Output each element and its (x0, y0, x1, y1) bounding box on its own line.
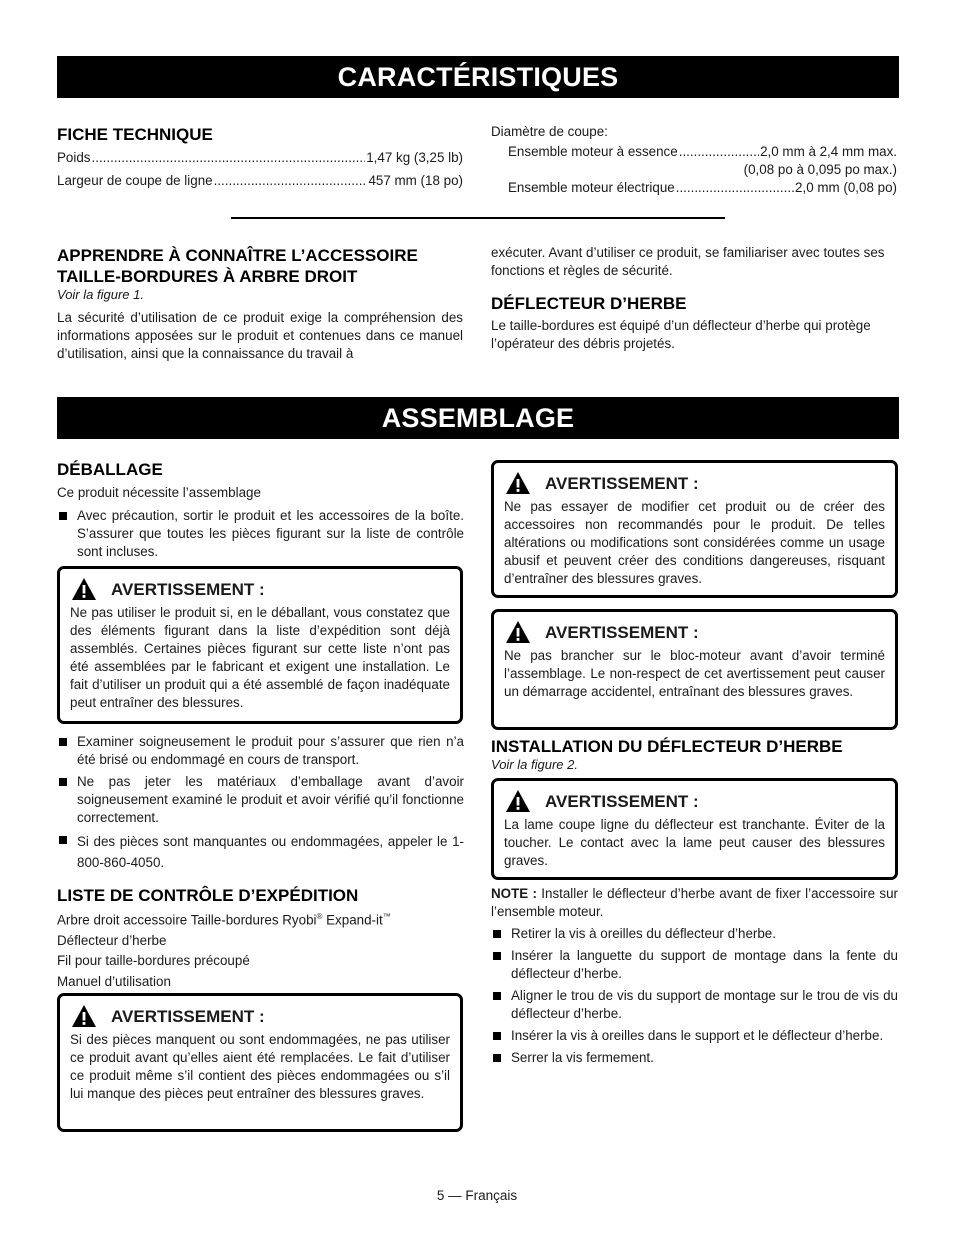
fiche-technique-title: FICHE TECHNIQUE (57, 125, 213, 144)
apprendre-title-line1: APPRENDRE À CONNAÎTRE L’ACCESSOIRE (57, 246, 418, 265)
liste-item: Fil pour taille-bordures précoupé (57, 953, 250, 969)
liste-title: LISTE DE CONTRÔLE D’EXPÉDITION (57, 886, 359, 905)
deballage-bullet-list (57, 507, 464, 561)
warning-box-brancher (491, 609, 898, 730)
deflecteur-text: Le taille-bordures est équipé d’un déflecteur d’herbe qui protège l’opérateur des débris projetés. (491, 318, 871, 351)
dot-leader (676, 179, 794, 197)
warning-header (504, 789, 885, 813)
list-item: Si des pièces sont manquantes ou endommagées, appeler le 1-800-860-4050. (57, 831, 464, 873)
warning-text: Ne pas brancher sur le bloc-moteur avant d’avoir terminé l’assemblage. Le non-respect de cet avertissement peut causer un démarrage accidentel, entraînant des blessures graves. (504, 648, 885, 699)
deballage-section (57, 459, 464, 565)
liste-item-suffix: Expand-it (322, 912, 383, 928)
deflecteur-title: DÉFLECTEUR D’HERBE (491, 294, 687, 313)
deballage-title: DÉBALLAGE (57, 460, 163, 479)
installation-steps (491, 885, 898, 1071)
spec-row-electrique (508, 179, 897, 197)
list-item: Examiner soigneusement le produit pour s’assurer que rien n’a été brisé ou endommagé en cours de transport. (57, 733, 464, 769)
warning-text: La lame coupe ligne du déflecteur est tranchante. Éviter de la toucher. Le contact avec la lame peut causer des blessures graves. (504, 817, 885, 868)
dot-leader (214, 169, 368, 192)
apprendre-text-continued: exécuter. Avant d’utiliser ce produit, se familiariser avec toutes ses fonctions et règles de sécurité. (491, 245, 885, 278)
warning-title: AVERTISSEMENT : (545, 791, 699, 811)
apprendre-title-line2: TAILLE-BORDURES À ARBRE DROIT (57, 267, 358, 286)
list-item: Ne pas jeter les matériaux d’emballage avant d’avoir soigneusement examiné le produit et avoir vérifié qu’il fonctionne correctement. (57, 773, 464, 827)
warning-title: AVERTISSEMENT : (111, 1006, 265, 1026)
warning-box-liste (57, 993, 463, 1132)
apprendre-section (57, 245, 463, 363)
warning-triangle-icon (505, 789, 531, 813)
spec-value: 2,0 mm (0,08 po) (795, 180, 897, 195)
warning-title: AVERTISSEMENT : (545, 622, 699, 642)
list-item: Aligner le trou de vis du support de montage sur le trou de vis du déflecteur d’herbe. (491, 987, 898, 1023)
deballage-bullet-list-2 (57, 733, 464, 873)
spec-label: Ensemble moteur électrique (508, 180, 675, 195)
note-text: Installer le déflecteur d’herbe avant de fixer l’accessoire sur l’ensemble moteur. (491, 886, 898, 919)
liste-item: Manuel d’utilisation (57, 973, 171, 989)
diametre-coupe (491, 123, 897, 197)
warning-header (70, 1004, 450, 1028)
spec-value: 2,0 mm à 2,4 mm max. (760, 144, 897, 159)
warning-header (504, 620, 885, 644)
list-item: Insérer la languette du support de montage dans la fente du déflecteur d’herbe. (491, 947, 898, 983)
deballage-intro: Ce produit nécessite l’assemblage (57, 485, 261, 500)
installation-step-list (491, 925, 898, 1067)
spec-value: 1,47 kg (3,25 lb) (366, 150, 463, 165)
warning-triangle-icon (505, 620, 531, 644)
warning-text: Ne pas utiliser le produit si, en le déballant, vous constatez que des éléments figurant dans la liste d’expédition sont déjà assemblés. Certaines pièces figurant sur cette liste n’ont pas été assemblées par le fabricant et exigent une installation. Le fait d’utiliser un produit qui a été assemblé de façon inadéquate peut entraîner des blessures. (70, 605, 450, 710)
list-item: Serrer la vis fermement. (491, 1049, 898, 1067)
page-footer: 5 — Français (436, 1188, 518, 1203)
diametre-label: Diamètre de coupe: (491, 124, 608, 139)
spec-row-largeur (57, 169, 463, 192)
apprendre-continued (491, 244, 897, 353)
warning-triangle-icon (71, 577, 97, 601)
warning-header (504, 471, 885, 495)
warning-header (70, 577, 450, 601)
spec-value: 457 mm (18 po) (368, 173, 463, 188)
spec-value-essence-imperial: (0,08 po à 0,095 po max.) (743, 162, 897, 177)
trademark-mark: ™ (382, 912, 391, 921)
spec-row-essence (508, 143, 897, 161)
liste-item (57, 907, 464, 931)
section-banner-assemblage: ASSEMBLAGE (57, 397, 899, 439)
installation-section (491, 736, 898, 773)
warning-box-modifier (491, 460, 898, 598)
warning-title: AVERTISSEMENT : (111, 579, 265, 599)
fiche-technique (57, 124, 463, 192)
warning-title: AVERTISSEMENT : (545, 473, 699, 493)
section-divider (231, 217, 725, 219)
list-item: Avec précaution, sortir le produit et les accessoires de la boîte. S’assurer que toutes les pièces figurant sur la liste de contrôle sont incluses. (57, 507, 464, 561)
spec-label: Largeur de coupe de ligne (57, 173, 213, 188)
spec-row-poids (57, 146, 463, 169)
spec-label: Poids (57, 150, 91, 165)
spec-label: Ensemble moteur à essence (508, 144, 678, 159)
figure-reference: Voir la figure 1. (57, 287, 144, 302)
warning-box-lame (491, 778, 898, 880)
section-banner-caracteristiques: CARACTÉRISTIQUES (57, 56, 899, 98)
list-item: Retirer la vis à oreilles du déflecteur d’herbe. (491, 925, 898, 943)
warning-text: Si des pièces manquent ou sont endommagées, ne pas utiliser ce produit avant qu’elles aient été remplacées. Le fait d’utiliser ce produit même s’il contient des pièces endommagées ou s’il lui manque des pièces peut entraîner des blessures graves. (70, 1032, 450, 1101)
warning-triangle-icon (505, 471, 531, 495)
dot-leader (679, 143, 759, 161)
liste-item-text: Arbre droit accessoire Taille-bordures Ryobi (57, 912, 317, 928)
apprendre-text: La sécurité d’utilisation de ce produit exige la compréhension des informations apposées sur le produit et contenues dans ce manuel d’utilisation, ainsi que la connaissance du travail à (57, 310, 463, 361)
installation-note (491, 885, 898, 921)
warning-triangle-icon (71, 1004, 97, 1028)
liste-section (57, 885, 464, 992)
note-label: NOTE : (491, 886, 537, 901)
registered-mark: ® (316, 912, 323, 921)
deballage-checks (57, 733, 464, 877)
list-item: Insérer la vis à oreilles dans le support et le déflecteur d’herbe. (491, 1027, 898, 1045)
warning-text: Ne pas essayer de modifier cet produit ou de créer des accessoires non recommandés pour le produit. De telles altérations ou modifications sont considérées comme un usage abusif et peuvent créer des conditions dangereuses, risquant d’entraîner des blessures graves. (504, 499, 885, 586)
figure-reference: Voir la figure 2. (491, 757, 578, 772)
warning-box-deballage (57, 566, 463, 724)
liste-item: Déflecteur d’herbe (57, 932, 167, 948)
dot-leader (92, 146, 366, 169)
installation-title: INSTALLATION DU DÉFLECTEUR D’HERBE (491, 737, 843, 756)
